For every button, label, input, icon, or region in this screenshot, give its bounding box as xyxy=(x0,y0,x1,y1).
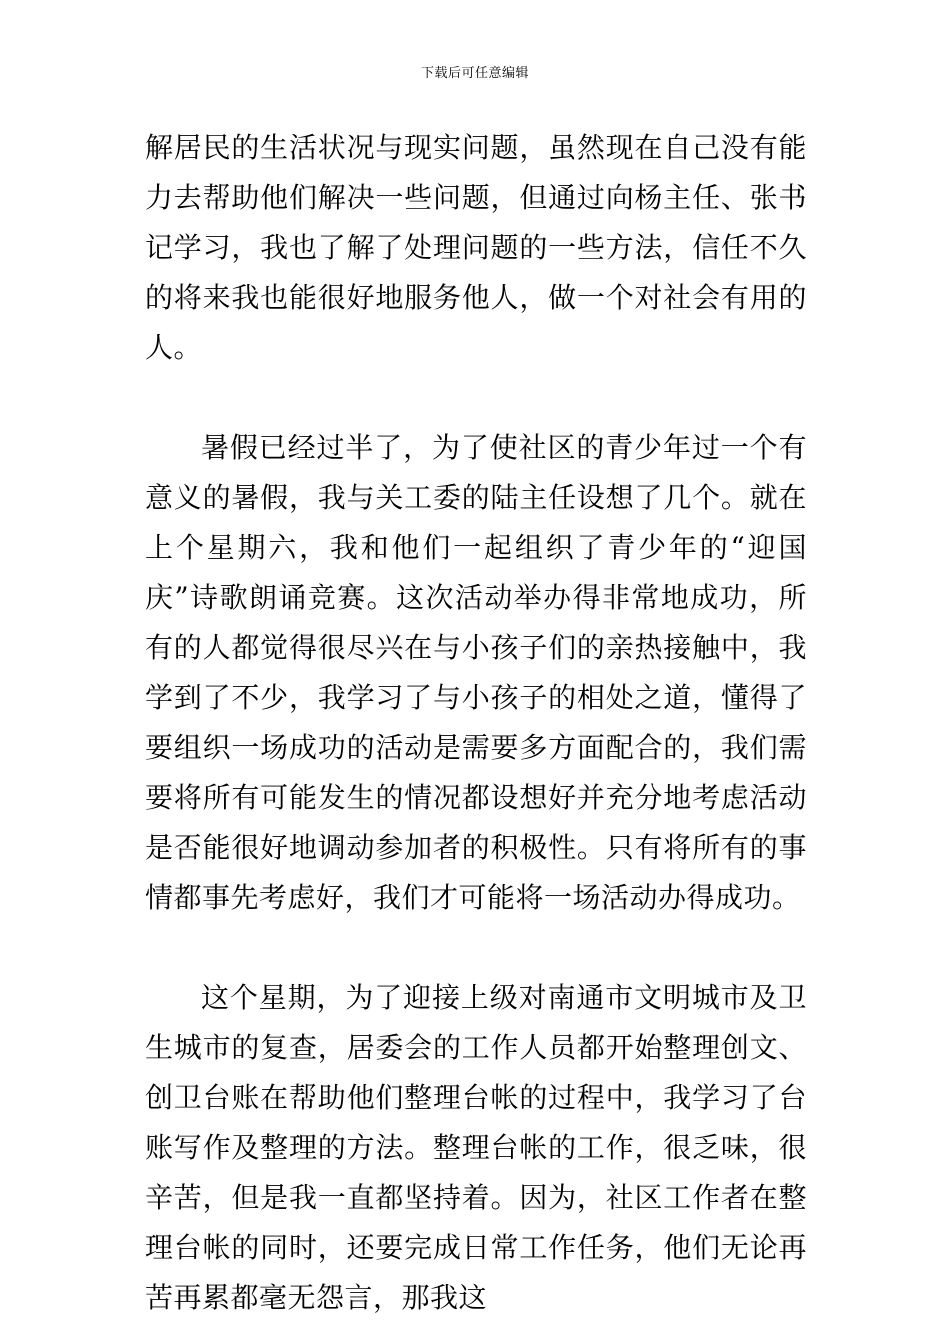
paragraph-spacer xyxy=(145,373,807,423)
document-body xyxy=(145,123,807,1323)
paragraph-2: 暑假已经过半了，为了使社区的青少年过一个有意义的暑假，我与关工委的陆主任设想了几个。就在上个星期六，我和他们一起组织了青少年的“迎国庆”诗歌朗诵竞赛。这次活动举办得非常地成功，所有的人都觉得很尽兴在与小孩子们的亲热接触中，我学到了不少，我学习了与小孩子的相处之道，懂得了要组织一场成功的活动是需要多方面配合的，我们需要将所有可能发生的情况都设想好并充分地考虑活动是否能很好地调动参加者的积极性。只有将所有的事情都事先考虑好，我们才可能将一场活动办得成功。 xyxy=(145,431,807,914)
paragraph-spacer xyxy=(145,923,807,973)
paragraph-1: 解居民的生活状况与现实问题，虽然现在自己没有能力去帮助他们解决一些问题，但通过向杨主任、张书记学习，我也了解了处理问题的一些方法，信任不久的将来我也能很好地服务他人，做一个对社会有用的人。 xyxy=(145,131,807,364)
page-header-note: 下载后可任意编辑 xyxy=(420,66,529,81)
paragraph-3: 这个星期，为了迎接上级对南通市文明城市及卫生城市的复查，居委会的工作人员都开始整理创文、创卫台账在帮助他们整理台帐的过程中，我学习了台账写作及整理的方法。整理台帐的工作，很乏味，很辛苦，但是我一直都坚持着。因为，社区工作者在整理台帐的同时，还要完成日常工作任务，他们无论再苦再累都毫无怨言，那我这 xyxy=(145,981,807,1314)
